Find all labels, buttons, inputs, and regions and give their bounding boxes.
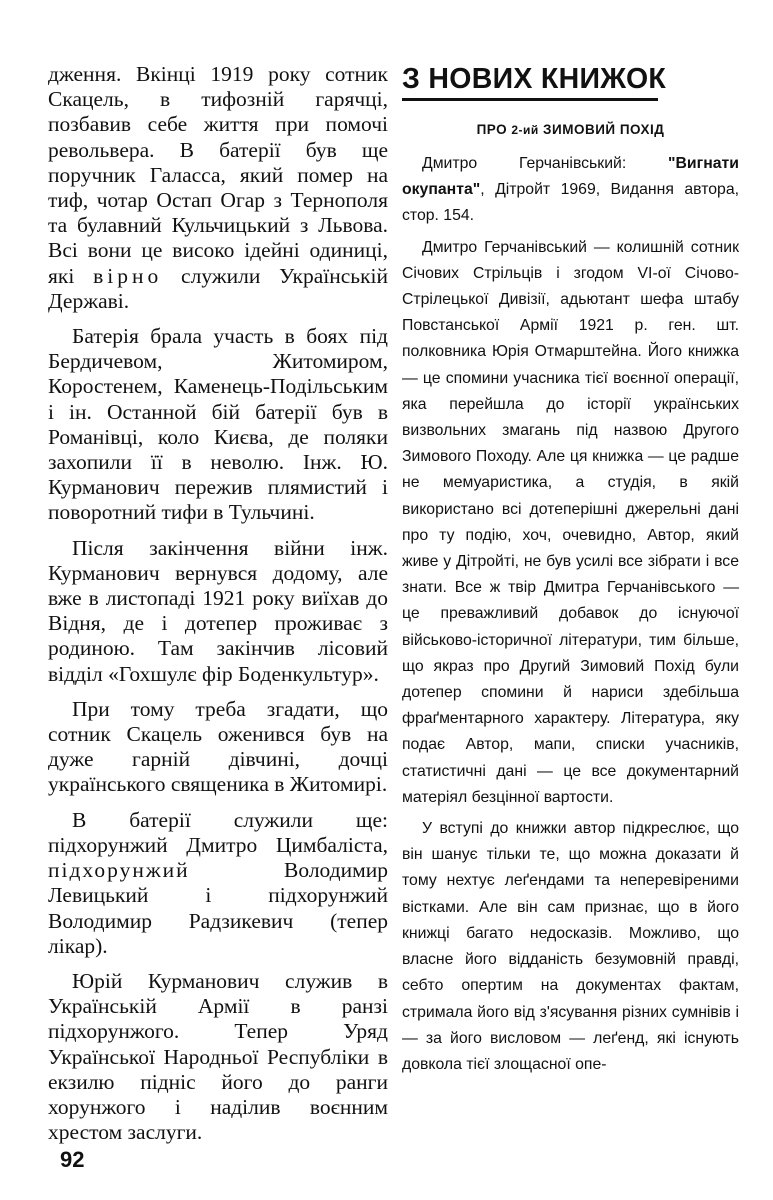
review-title [402,122,739,137]
paragraph: Юрій Курманович служив в Українській Армії в ранзі підхорунжого. Тепер Уряд Української Народньої Республіки в екзилю підніс його до ранги хорунжого і наділив воєнним хрестом заслуги. [48,968,388,1145]
paragraph [48,62,388,314]
book-details: , Дітройт 1969, Видання автора, стор. 154. [402,181,739,225]
text-run: Володимир Левицький і підхорунжий Володимир Радзикевич (тепер лікар). [48,858,388,958]
left-column [48,62,388,1155]
text-run: ПРО [476,122,512,137]
paragraph [48,808,388,959]
spaced-text: підхорунжий [48,858,190,883]
paragraph: Після закінчення війни інж. Курманович вернувся додому, але вже в листопаді 1921 року виїхав до Відня, де і дотепер проживає з родиною. Там закінчив лісовий відділ «Гохшулє фір Боденкультур». [48,535,388,686]
title-underline [402,98,658,101]
text-run: В батерії служили ще: підхорунжий Дмитро Цимбаліста, [48,807,388,857]
book-title: "Вигнати окупанта" [402,155,739,199]
spaced-text: вірно [93,263,163,288]
paragraph: Батерія брала участь в боях під Бердичевом, Житомиром, Коростенем, Каменець-Подільським і ін. Останной бій батерії був в Романівці, коло Києва, де поляки захопили її в неволю. Інж. Ю. Курманович пережив плямистий і поворотний тифи в Тульчині. [48,324,388,525]
section-title: З НОВИХ КНИЖОК [402,63,667,95]
page-number: 92 [60,1147,85,1172]
text-run: 2-ий [511,123,539,137]
text-run: служили Українській Державі. [48,263,388,313]
paragraph: При тому треба згадати, що сотник Скацель оженився був на дуже гарній дівчині, дочці українського священика в Житомирі. [48,696,388,797]
text-run: дження. Вкінці 1919 року сотник Скацель, в тифозній гарячці, позбавив себе життя при помочі револьвера. В батерії був ще поручник Галасса, який помер на тиф, чотар Остап Огар з Тернополя та булавний Кульчицький з Львова. Всі вони це високо ідейні одиниці, які [48,62,388,288]
paragraph: Дмитро Герчанівський — колишній сотник Січових Стрільців і згодом VI-ої Січово-Стрілецької Дивізії, адьютант шефа штабу Повстанської Армії 1921 р. ген. шт. полковника Юрія Отмарштейна. Його книжка — це спомини учасника тієї воєнної операції, яка перейшла до історії українських визвольних змагань під назвою Другого Зимового Походу. Але ця книжка — це радше не мемуаристика, а студія, в якій використано всі дотеперішні джерельні дані про ту подію, хоч, очевидно, Автор, який живе у Дітройті, не був усилі все зібрати і все знати. Все ж твір Дмитра Герчанівського — це преважливий добавок до існуючої військово-історичної літератури, тим більше, що якраз про Другий Зимовий Похід були дотепер спомини й нариси здебільша фраґментарного характеру. Література, яку подає Автор, мапи, списки учасників, статистичні дані — це все документарний матеріял безцінної вартости. [402,238,739,806]
text-run: ЗИМОВИЙ ПОХІД [538,122,665,137]
paragraph: У вступі до книжки автор підкреслює, що він шанує тільки те, що можна доказати й тому нехтує леґендами та неперевіреними вістками. Але він сам признає, що в його книжці багато недосказів. Можливо, що власне його відданість безумовній правді, себто опертим на документах фактам, стримала його від з'ясування різних сумнівів і — за його висловом — леґенд, які існують довкола тієї злощасної опе- [402,820,739,1073]
bibliographic-entry [402,151,739,230]
book-author: Дмитро Герчанівський: [422,155,669,172]
right-column [402,62,739,1083]
